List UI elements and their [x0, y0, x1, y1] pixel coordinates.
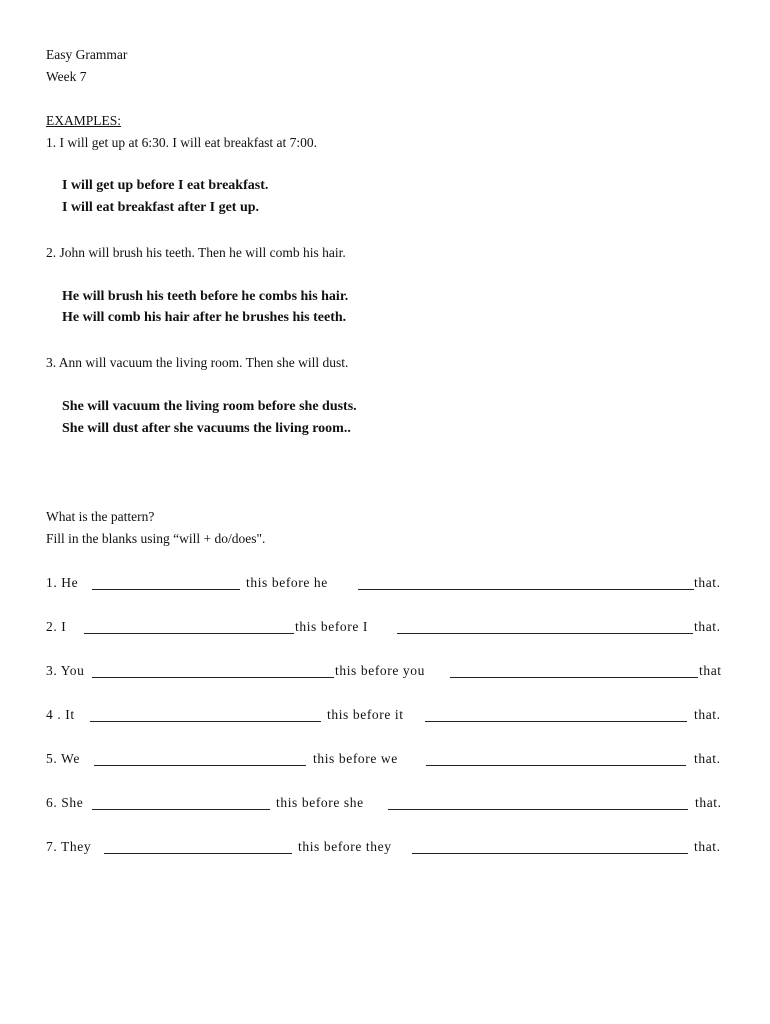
example-2-answer-2: He will comb his hair after he brushes his teeth. — [62, 310, 347, 325]
exercise-3 — [46, 663, 724, 679]
exercise-2 — [46, 619, 724, 635]
answer-blank[interactable] — [426, 765, 686, 766]
example-1-prompt: 1. I will get up at 6:30. I will eat breakfast at 7:00. — [46, 135, 318, 150]
exercise-4 — [46, 707, 724, 723]
answer-blank[interactable] — [92, 589, 240, 590]
exercise-6 — [46, 795, 724, 811]
exercise-lead: 5. We — [46, 751, 80, 766]
exercise-lead: 3. You — [46, 663, 85, 678]
exercise-end: that — [699, 663, 722, 678]
example-1-answer-2: I will eat breakfast after I get up. — [62, 200, 260, 215]
course-title: Easy Grammar — [46, 47, 128, 62]
exercise-7 — [46, 839, 724, 855]
answer-blank[interactable] — [388, 809, 688, 810]
example-1-answer-1: I will get up before I eat breakfast. — [62, 178, 269, 193]
example-3-answer-2: She will dust after she vacuums the living room.. — [62, 421, 351, 436]
exercise-end: that. — [694, 575, 721, 590]
exercise-1 — [46, 575, 724, 591]
example-2-prompt: 2. John will brush his teeth. Then he will comb his hair. — [46, 245, 346, 260]
answer-blank[interactable] — [90, 721, 321, 722]
exercise-middle: this before he — [246, 575, 328, 590]
exercise-lead: 7. They — [46, 839, 92, 854]
example-3-answer-1: She will vacuum the living room before she dusts. — [62, 399, 357, 414]
answer-blank[interactable] — [84, 633, 294, 634]
answer-blank[interactable] — [425, 721, 687, 722]
exercise-middle: this before she — [276, 795, 364, 810]
example-2-answer-1: He will brush his teeth before he combs his hair. — [62, 289, 349, 304]
examples-heading: EXAMPLES: — [46, 113, 122, 128]
answer-blank[interactable] — [92, 809, 270, 810]
answer-blank[interactable] — [104, 853, 292, 854]
exercise-end: that. — [694, 839, 721, 854]
exercise-lead: 4 . It — [46, 707, 75, 722]
answer-blank[interactable] — [92, 677, 334, 678]
exercise-middle: this before we — [313, 751, 398, 766]
exercise-5 — [46, 751, 724, 767]
answer-blank[interactable] — [358, 589, 694, 590]
exercise-middle: this before you — [335, 663, 425, 678]
exercise-end: that. — [694, 751, 721, 766]
exercise-end: that. — [695, 795, 722, 810]
answer-blank[interactable] — [397, 633, 693, 634]
week-label: Week 7 — [46, 69, 87, 84]
exercise-middle: this before I — [295, 619, 369, 634]
answer-blank[interactable] — [94, 765, 306, 766]
answer-blank[interactable] — [450, 677, 698, 678]
example-3-prompt: 3. Ann will vacuum the living room. Then she will dust. — [46, 355, 349, 370]
exercise-lead: 1. He — [46, 575, 79, 590]
pattern-question: What is the pattern? — [46, 509, 155, 524]
exercise-middle: this before it — [327, 707, 404, 722]
exercise-end: that. — [694, 707, 721, 722]
exercise-lead: 2. I — [46, 619, 67, 634]
exercise-middle: this before they — [298, 839, 392, 854]
fill-in-directive: Fill in the blanks using “will + do/does". — [46, 531, 266, 546]
exercise-lead: 6. She — [46, 795, 84, 810]
exercise-end: that. — [694, 619, 721, 634]
answer-blank[interactable] — [412, 853, 688, 854]
